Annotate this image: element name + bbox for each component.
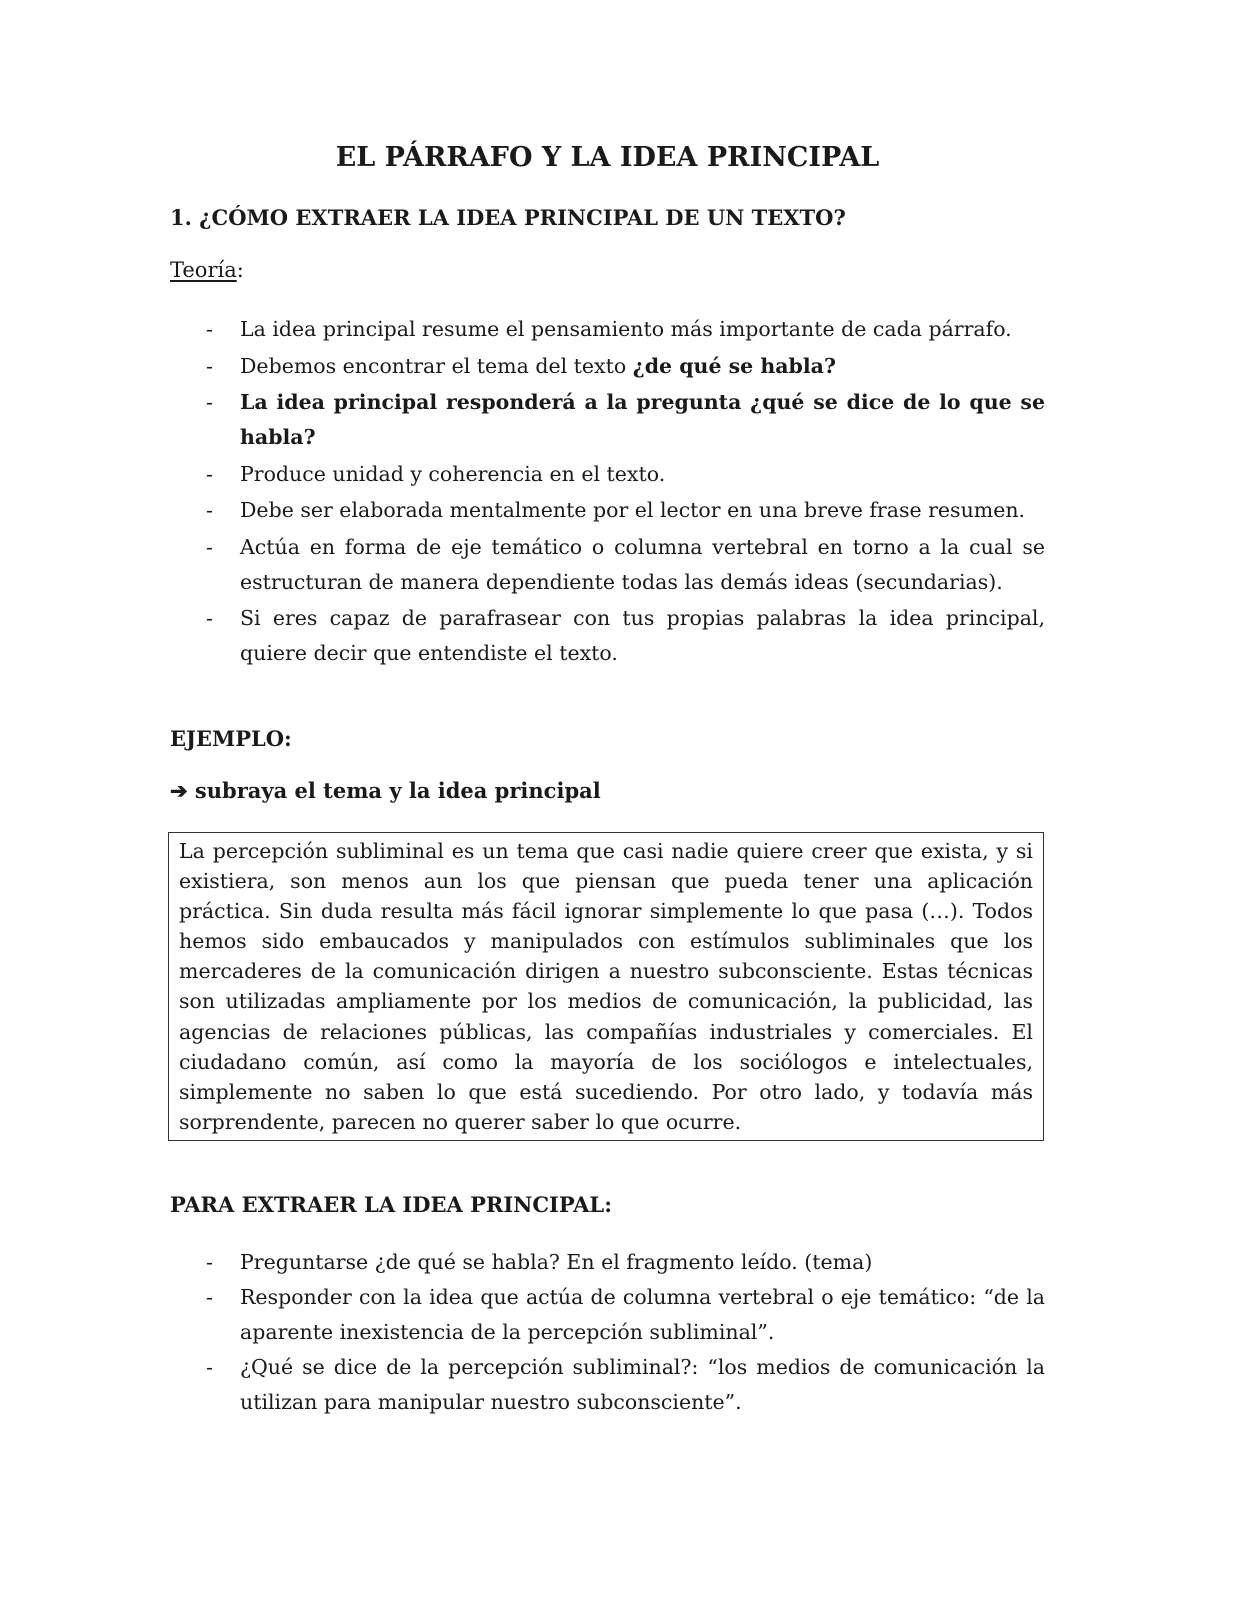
dash-bullet: - bbox=[206, 390, 213, 414]
example-text-box: La percepción subliminal es un tema que casi nadie quiere creer que exista, y si existiera, son menos aun los que piensan que pueda tener una aplicación práctica. Sin duda resulta más fácil ignorar simplemente lo que pasa (…). Todos hemos sido embaucados y manipulados con estímulos subliminales que los mercaderes de la comunicación dirigen a nuestro subconsciente. Estas técnicas son utilizadas ampliamente por los medios de comunicación, la publicidad, las agencias de relaciones públicas, las compañías industriales y comerciales. El ciudadano común, así como la mayoría de los sociólogos e intelectuales, simplemente no saben lo que está sucediendo. Por otro lado, y todavía más sorprendente, parecen no querer saber lo que ocurre. bbox=[168, 832, 1044, 1141]
section-heading-1: 1. ¿CÓMO EXTRAER LA IDEA PRINCIPAL DE UN TEXTO? bbox=[170, 205, 846, 230]
arrow-right-icon: ➔ bbox=[170, 778, 188, 803]
dash-bullet: - bbox=[206, 353, 213, 378]
list-item-text: Actúa en forma de eje temático o columna vertebral en torno a la cual se estructuran de manera dependiente todas las demás ideas (secundarias). bbox=[240, 534, 1045, 594]
teoria-label: Teoría bbox=[170, 258, 237, 282]
list-item bbox=[170, 1350, 1045, 1420]
list-item bbox=[170, 601, 1045, 671]
dash-bullet: - bbox=[206, 1250, 213, 1274]
para-extraer-heading: PARA EXTRAER LA IDEA PRINCIPAL: bbox=[170, 1192, 612, 1217]
list-item-text: Debemos encontrar el tema del texto bbox=[240, 353, 633, 378]
list-item bbox=[170, 312, 1045, 347]
teoria-colon: : bbox=[236, 258, 244, 282]
list-item bbox=[170, 457, 1045, 492]
list-item bbox=[170, 349, 1045, 384]
dash-bullet: - bbox=[206, 317, 213, 341]
list-item-text: Produce unidad y coherencia en el texto. bbox=[240, 461, 666, 486]
list-item-text: Preguntarse ¿de qué se habla? En el fragmento leído. (tema) bbox=[240, 1250, 873, 1274]
page-title: EL PÁRRAFO Y LA IDEA PRINCIPAL bbox=[335, 142, 880, 173]
list-item bbox=[170, 493, 1045, 528]
ejemplo-heading: EJEMPLO: bbox=[170, 726, 292, 751]
list-item bbox=[170, 1280, 1045, 1350]
list-item-text: La idea principal resume el pensamiento más importante de cada párrafo. bbox=[240, 317, 1012, 341]
list-item bbox=[170, 385, 1045, 455]
list-item bbox=[170, 530, 1045, 600]
list-item-text: Responder con la idea que actúa de columna vertebral o eje temático: “de la aparente inexistencia de la percepción subliminal”. bbox=[240, 1285, 1045, 1344]
dash-bullet: - bbox=[206, 534, 213, 559]
dash-bullet: - bbox=[206, 498, 213, 522]
list-item-text: Debe ser elaborada mentalmente por el lector en una breve frase resumen. bbox=[240, 498, 1026, 522]
list-item-text: Si eres capaz de parafrasear con tus propias palabras la idea principal, quiere decir que entendiste el texto. bbox=[240, 606, 1045, 665]
teoria-label-line bbox=[170, 258, 244, 282]
steps-list bbox=[170, 1245, 1045, 1420]
list-item bbox=[170, 1245, 1045, 1280]
theory-list bbox=[170, 312, 1045, 673]
dash-bullet: - bbox=[206, 606, 213, 630]
instruction-line bbox=[170, 778, 601, 803]
list-item-text: ¿Qué se dice de la percepción subliminal?: “los medios de comunicación la utilizan para manipular nuestro subconsciente”. bbox=[240, 1355, 1045, 1414]
list-item-bold: ¿de qué se habla? bbox=[632, 353, 836, 378]
instruction-text: subraya el tema y la idea principal bbox=[194, 778, 601, 803]
dash-bullet: - bbox=[206, 1285, 213, 1309]
dash-bullet: - bbox=[206, 461, 213, 486]
dash-bullet: - bbox=[206, 1355, 213, 1379]
list-item-bold: La idea principal responderá a la pregunta ¿qué se dice de lo que se habla? bbox=[240, 390, 1045, 449]
